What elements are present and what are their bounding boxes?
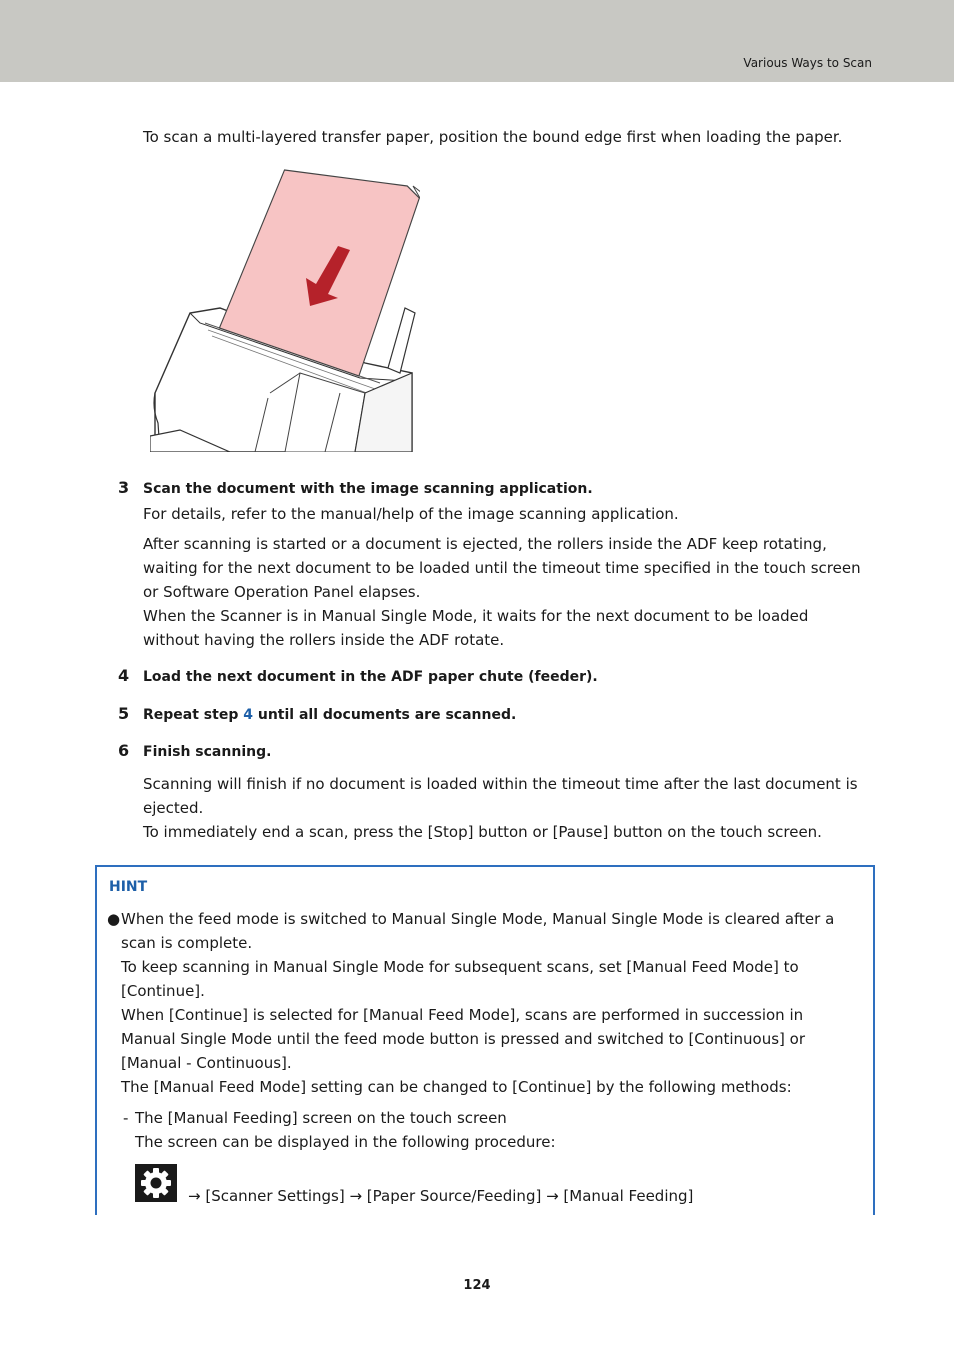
step-5-title: Repeat step 4 until all documents are scanned.: [143, 707, 517, 723]
hint-para-1: When the feed mode is switched to Manual Single Mode, Manual Single Mode is cleared after a scan is complete.: [121, 910, 835, 952]
step-6-para-2: To immediately end a scan, press the [Stop] button or [Pause] button on the touch screen.: [143, 823, 822, 841]
chapter-title: Various Ways to Scan: [743, 56, 872, 70]
hint-para-4: The [Manual Feed Mode] setting can be changed to [Continue] by the following methods:: [121, 1078, 792, 1096]
step-3-title: Scan the document with the image scanning application.: [143, 481, 593, 497]
sub-item-text: The screen can be displayed in the following procedure:: [135, 1133, 556, 1151]
hint-box: [95, 865, 875, 1215]
step-6-title: Finish scanning.: [143, 744, 272, 760]
step-3-para-1: For details, refer to the manual/help of the image scanning application.: [143, 505, 679, 523]
step-4-title: Load the next document in the ADF paper chute (feeder).: [143, 669, 598, 685]
step-6-para-1: Scanning will finish if no document is loaded within the timeout time after the last document is ejected.: [143, 775, 858, 817]
step-3-number: 3: [118, 478, 130, 497]
step-3-para-2-line-b: When the Scanner is in Manual Single Mode, it waits for the next document to be loaded without having the rollers inside the ADF rotate.: [143, 607, 809, 649]
gear-icon: [135, 1164, 177, 1202]
step-3-para-2-line-a: After scanning is started or a document is ejected, the rollers inside the ADF keep rotating, waiting for the next document to be loaded until the timeout time specified in the touch screen or Software Operation Panel elapses.: [143, 535, 861, 601]
hint-bullet: ●: [107, 910, 121, 928]
scanner-illustration: [150, 168, 420, 452]
step-4-link[interactable]: 4: [243, 707, 253, 723]
step-5-number: 5: [118, 704, 130, 723]
sub-item-title: The [Manual Feeding] screen on the touch screen: [135, 1109, 507, 1127]
hint-para-2: To keep scanning in Manual Single Mode for subsequent scans, set [Manual Feed Mode] to [Continue].: [121, 958, 799, 1000]
step-4-number: 4: [118, 666, 130, 685]
hint-para-3: When [Continue] is selected for [Manual Feed Mode], scans are performed in succession in Manual Single Mode until the feed mode button is pressed and switched to [Continuous] or [Manual - Continuous].: [121, 1006, 805, 1072]
step-6-number: 6: [118, 741, 130, 760]
step-3-para-2: [143, 532, 868, 652]
header-band: [0, 0, 954, 82]
hint-label: HINT: [109, 879, 148, 895]
page-number: 124: [463, 1278, 491, 1293]
settings-path: → [Scanner Settings] → [Paper Source/Feeding] → [Manual Feeding]: [188, 1187, 694, 1205]
hint-content: [121, 907, 861, 1099]
sub-item-dash: -: [123, 1109, 129, 1127]
intro-text: To scan a multi-layered transfer paper, position the bound edge first when loading the paper.: [143, 128, 843, 146]
step-6-paragraphs: [143, 772, 868, 844]
sub-item-content: [135, 1106, 855, 1154]
